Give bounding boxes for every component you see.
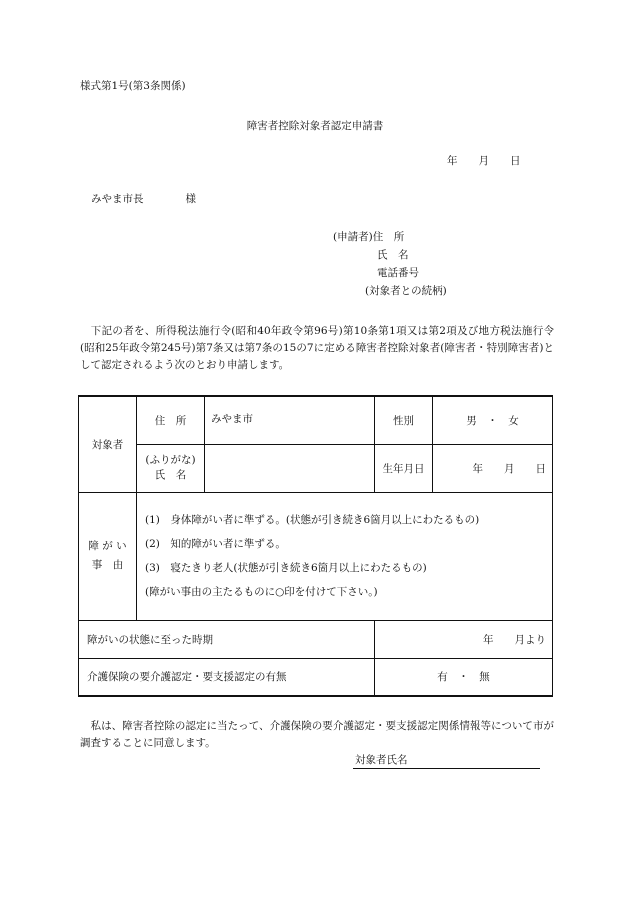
signature-line[interactable]: [353, 768, 540, 769]
reason-label-line-2: 事 由: [91, 559, 124, 571]
reason-instruction: (障がい事由の主たるものに○印を付けて下さい。): [145, 586, 378, 598]
applicant-name-label: 氏 名: [377, 249, 409, 261]
consent-paragraph: 私は、障害者控除の認定に当たって、介護保険の要介護認定・要支援認定関係情報等について市が調査することに同意します。: [80, 720, 554, 749]
form-number: 様式第1号(第3条関係): [80, 80, 186, 92]
reason-bedridden[interactable]: (3) 寝たきり老人(状態が引き続き6箇月以上にわたるもの): [145, 562, 427, 574]
address-label: 住 所: [137, 396, 205, 444]
subject-label: 対象者: [79, 396, 137, 492]
reason-intellectual[interactable]: (2) 知的障がい者に準ずる。: [145, 538, 286, 550]
addressee: みやま市長 様: [91, 193, 196, 205]
table-row: [79, 444, 553, 492]
application-table: [78, 395, 553, 697]
table-row: [79, 396, 553, 444]
document-title: 障害者控除対象者認定申請書: [246, 120, 384, 132]
applicant-phone-label: 電話番号: [377, 267, 419, 279]
reason-physical[interactable]: (1) 身体障がい者に準ずる。(状態が引き続き6箇月以上にわたるもの): [145, 514, 480, 526]
birthdate-field[interactable]: 年 月 日: [433, 444, 553, 492]
care-label: 介護保険の要介護認定・要支援認定の有無: [79, 658, 375, 696]
name-field[interactable]: [205, 444, 375, 492]
gender-label: 性別: [375, 396, 433, 444]
reason-label-line-1: 障 が い: [88, 540, 127, 552]
table-row: [79, 492, 553, 620]
application-date: 年 月 日: [447, 155, 521, 167]
reason-label-cell: [79, 492, 137, 620]
care-options[interactable]: 有 ・ 無: [375, 658, 553, 696]
signature-label: 対象者氏名: [355, 754, 408, 766]
onset-field[interactable]: 年 月より: [375, 620, 553, 658]
name-label: 氏 名: [154, 469, 187, 481]
table-row: [79, 658, 553, 696]
name-label-cell: [137, 444, 205, 492]
intro-paragraph: 下記の者を、所得税法施行令(昭和40年政令第96号)第10条第1項又は第2項及び地方税法施行令(昭和25年政令第245号)第7条又は第7条の15の7に定める障害者控除対象者(障害者・特別障害者)として認定されるよう次のとおり申請します。: [80, 325, 554, 371]
applicant-address-label: (申請者)住 所: [333, 231, 405, 243]
reasons-cell: [137, 492, 553, 620]
table-row: [79, 620, 553, 658]
gender-options[interactable]: 男 ・ 女: [433, 396, 553, 444]
address-field[interactable]: みやま市: [205, 396, 375, 444]
applicant-relation-label: (対象者との続柄): [365, 285, 447, 297]
onset-label: 障がいの状態に至った時期: [79, 620, 375, 658]
furigana-label: (ふりがな): [145, 454, 196, 466]
birthdate-label: 生年月日: [375, 444, 433, 492]
